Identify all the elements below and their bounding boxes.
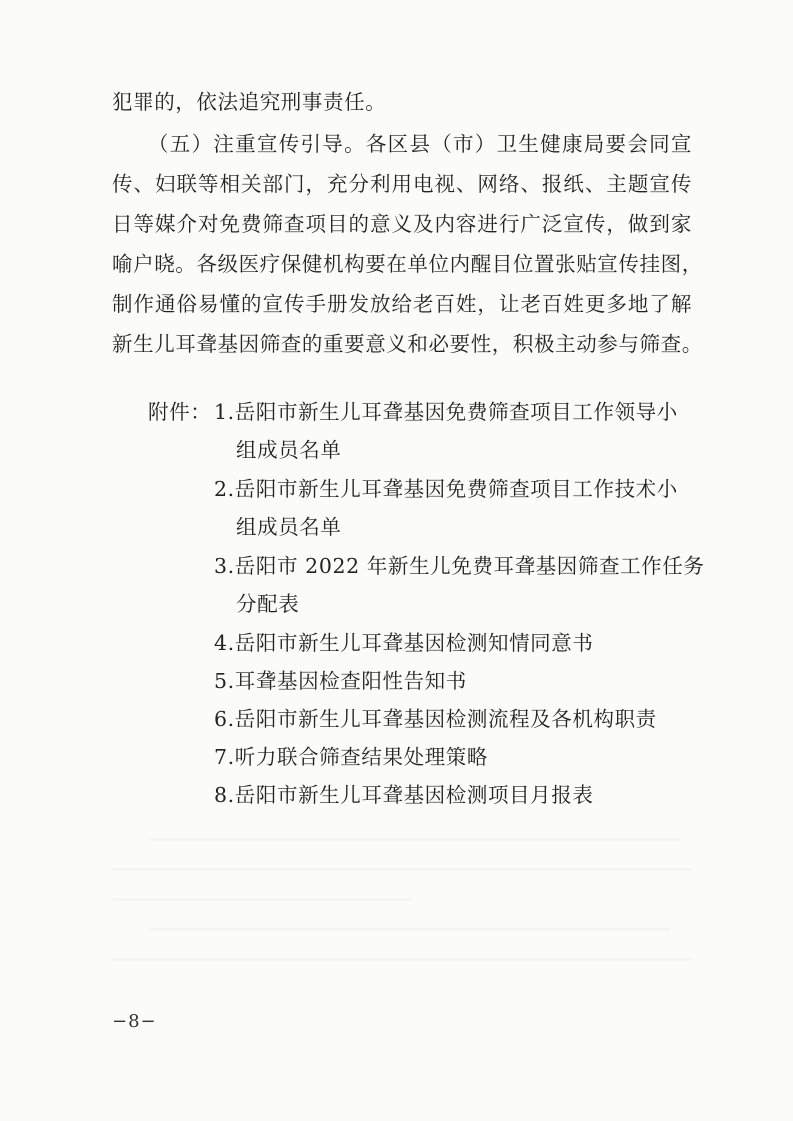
show-through-mark [150,928,670,931]
attachments-label: 附件： [148,400,212,424]
attachment-item-2-continuation: 组成员名单 [236,515,342,539]
section-5-line-4: 喻户晓。各级医疗保健机构要在单位内醒目位置张贴宣传挂图， [112,252,703,276]
attachment-item-8 [214,781,593,809]
section-5-line-5: 制作通俗易懂的宣传手册发放给老百姓，让老百姓更多地了解 [112,292,692,316]
attachment-item-2 [214,475,678,503]
attachment-item-4 [214,629,593,657]
attachment-number: 1. [214,400,235,424]
attachment-number: 3. [214,554,235,578]
show-through-mark [150,838,680,841]
attachment-number: 2. [214,477,235,501]
page-number: −8− [112,1011,157,1032]
section-5-line-3: 日等媒介对免费筛查项目的意义及内容进行广泛宣传，做到家 [112,212,692,236]
attachment-title: 岳阳市新生儿耳聋基因检测流程及各机构职责 [234,707,657,731]
show-through-mark [112,868,692,871]
show-through-mark [112,898,412,901]
section-5-line-2: 传、妇联等相关部门，充分利用电视、网络、报纸、主题宣传 [112,172,692,196]
attachment-number: 5. [214,669,235,693]
section-5-line-1: （五）注重宣传引导。各区县（市）卫生健康局要会同宣 [148,132,692,156]
section-5-line-6: 新生儿耳聋基因筛查的重要意义和必要性，积极主动参与筛查。 [112,332,703,356]
attachment-item-1 [214,398,678,426]
attachment-title: 岳阳市新生儿耳聋基因免费筛查项目工作技术小 [234,477,678,501]
attachment-number: 7. [214,745,235,769]
attachment-title: 岳阳市新生儿耳聋基因免费筛查项目工作领导小 [234,400,678,424]
attachment-item-6 [214,705,657,733]
paragraph-ending-line: 犯罪的，依法追究刑事责任。 [112,90,387,114]
attachment-title: 岳阳市新生儿耳聋基因检测知情同意书 [234,631,594,655]
attachment-title: 岳阳市 2022 年新生儿免费耳聋基因筛查工作任务 [234,554,705,578]
show-through-mark [112,958,692,961]
attachment-item-5 [214,667,467,695]
attachment-number: 8. [214,783,235,807]
attachment-number: 4. [214,631,235,655]
attachment-item-3 [214,552,704,580]
attachment-item-3-continuation: 分配表 [236,592,300,616]
attachment-number: 6. [214,707,235,731]
attachment-title: 岳阳市新生儿耳聋基因检测项目月报表 [234,783,594,807]
attachment-item-7 [214,743,488,771]
attachment-title: 耳聋基因检查阳性告知书 [234,669,467,693]
attachment-title: 听力联合筛查结果处理策略 [234,745,488,769]
attachment-item-1-continuation: 组成员名单 [236,438,342,462]
